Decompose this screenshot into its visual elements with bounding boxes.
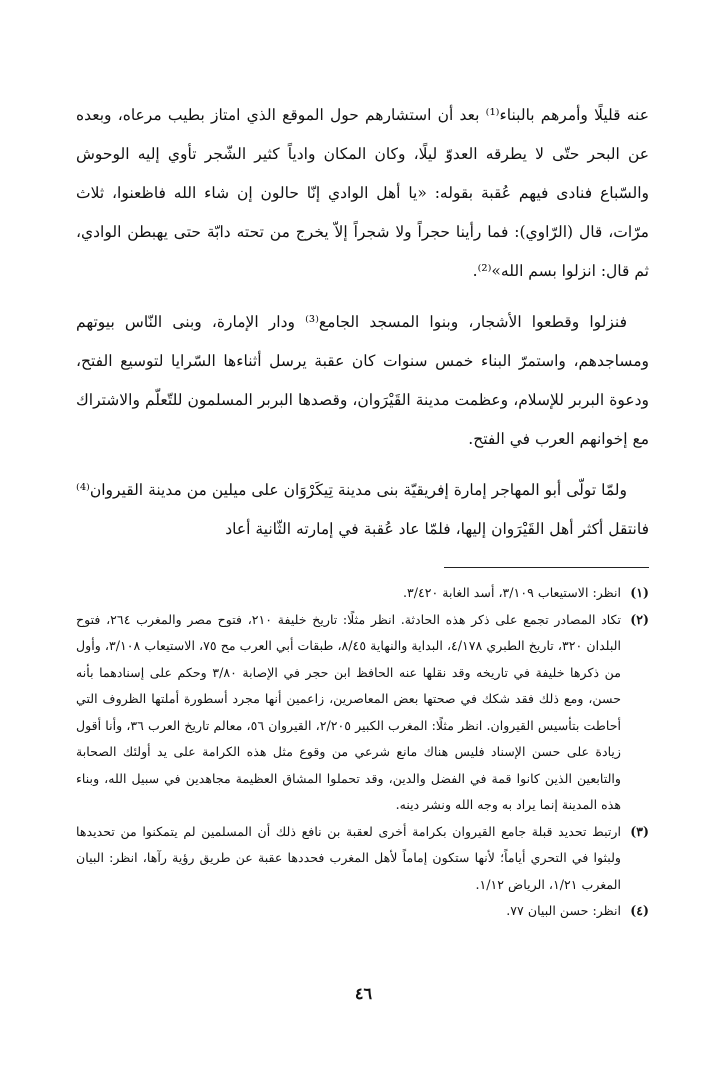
footnote-number: (٣)	[630, 823, 649, 839]
footnote-4	[76, 898, 649, 925]
footnote-number: (٢)	[630, 611, 649, 627]
footnote-text: ارتبط تحديد قبلة جامع القيروان بكرامة أخرى لعقبة بن نافع ذلك أن المسلمين لم يتمكنوا من تحديدها ولبثوا في التحري أياماً؛ لأنها ستكون إماماً لأهل المغرب فحددها عقبة عن طريق رؤية رآها، انظر: البيان المغرب ١/٢١، الرياض ١/١٢.	[76, 823, 621, 892]
footnote-text: انظر: الاستيعاب ٣/١٠٩، أسد الغابة ٣/٤٢٠.	[402, 585, 621, 600]
page-number: ٤٦	[354, 984, 373, 1003]
footnote-number: (٤)	[630, 903, 649, 918]
footnote-separator	[444, 567, 649, 568]
paragraph-1: عنه قليلًا وأمرهم بالبناء⁽¹⁾ بعد أن استشارهم حول الموقع الذي امتاز بطيب مرعاه، وبعده عن البحر حتّى لا يطرقه العدوّ ليلًا، وكان المكان وادياً كثير الشّجر تأوي إليه الوحوش والسّباع فنادى فيهم عُقبة بقوله: «يا أهل الوادي إنّا حالون إن شاء الله فاظعنوا، ثلاث مرّات، قال (الرّاوي): فما رأينا حجراً ولا شجراً إلاّ يخرج من تحته دابّة حتى يهبطن الوادي، ثم قال: انزلوا بسم الله»⁽²⁾.	[76, 106, 649, 280]
footnote-text: انظر: حسن البيان ٧٧.	[506, 903, 621, 918]
footnote-number: (١)	[630, 585, 649, 600]
footnotes	[76, 580, 649, 925]
footnote-2	[76, 607, 649, 819]
footnote-1	[76, 580, 649, 607]
footnote-text: تكاد المصادر تجمع على ذكر هذه الحادثة. انظر مثلًا: تاريخ خليفة ٢١٠، فتوح مصر والمغرب ٢٦٤، فتوح البلدان ٣٢٠، تاريخ الطبري ٤/١٧٨، البداية والنهاية ٨/٤٥، طبقات أبي العرب مح ٧٥، الاستيعاب ٣/١٠٨، وأول من ذكرها خليفة في تاريخه وقد نقلها عنه الحافظ ابن حجر في الإصابة ٣/٨٠ وحكم على إسنادهما بأنه حسن، ومع ذلك فقد شكك في صحتها بعض المعاصرين، زاعمين أنها مجرد أسطورة أملتها الظروف التي أحاطت بتأسيس القيروان. انظر مثلًا: المغرب الكبير ٢/٢٠٥، القيروان ٥٦، معالم تاريخ العرب ٣٦، وأنا أقول زيادة على حسن الإسناد فليس هناك مانع شرعي من وقوع مثل هذه الكرامة على يد أولئك الصحابة والتابعين الذين كانوا قمة في الفضل والدين، وقد تحملوا المشاق العظيمة مجاهدين في سبيل الله، وبناء هذه المدينة إنما يراد به وجه الله ونشر دينه.	[76, 611, 622, 812]
paragraph-3: ولمّا تولّى أبو المهاجر إمارة إفريقيّة بنى مدينة تِيكَرْوَان على ميلين من مدينة القيروان⁽⁴⁾ فانتقل أكثر أهل القَيْرَوان إليها، فلمّا عاد عُقبة في إمارته الثّانية أعاد	[76, 481, 649, 538]
paragraph-2: فنزلوا وقطعوا الأشجار، وبنوا المسجد الجامع⁽³⁾ ودار الإمارة، وبنى النّاس بيوتهم ومساجدهم، واستمرّ البناء خمس سنوات كان عقبة يرسل أثناءها السّرايا لتوسيع الفتح، ودعوة البربر للإسلام، وعظمت مدينة القَيْرَوان، وقصدها البربر المسلمون للتّعلّم والاشتراك مع إخوانهم العرب في الفتح.	[76, 313, 649, 448]
main-text	[76, 96, 649, 549]
footnote-3	[76, 819, 649, 899]
